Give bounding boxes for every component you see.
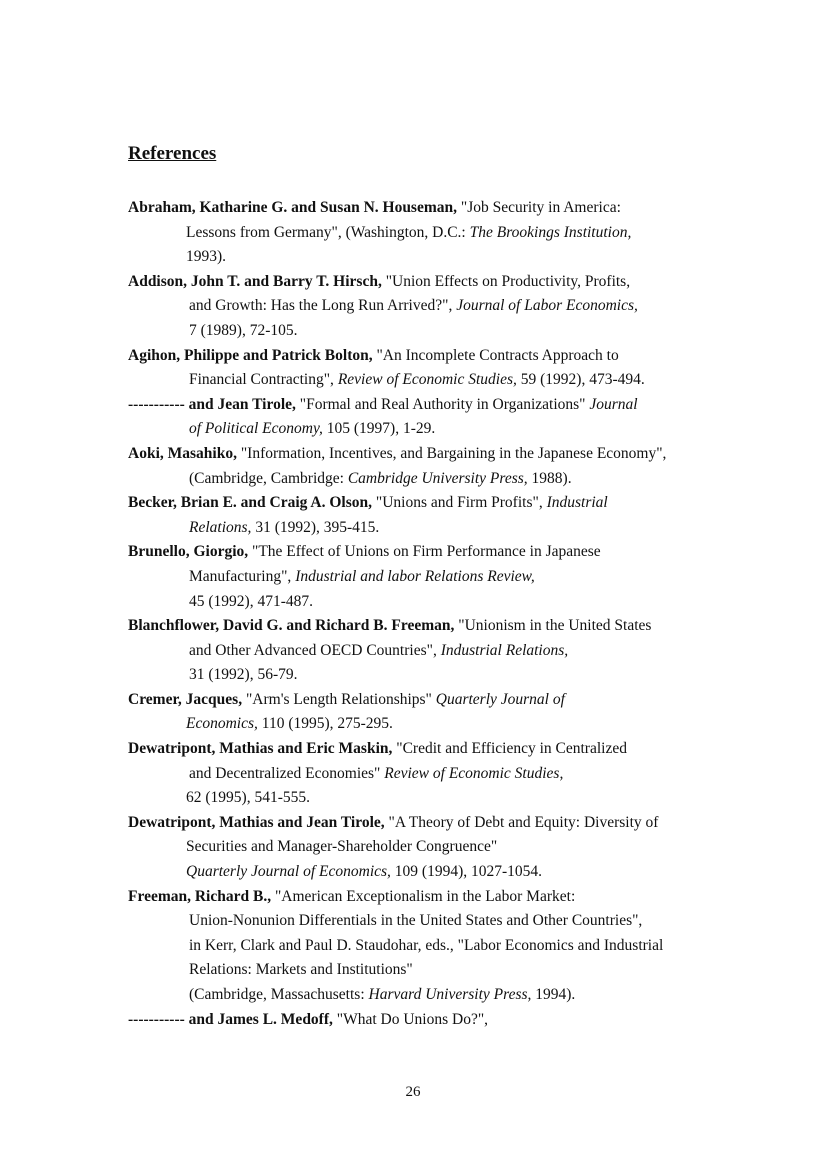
reference-continuation-line (128, 663, 718, 688)
reference-entry (128, 393, 718, 442)
reference-text: "Arm's Length Relationships" (242, 690, 436, 708)
reference-continuation-line (128, 786, 718, 811)
reference-continuation-line (128, 565, 718, 590)
reference-source-title: Harvard University Press, (368, 986, 532, 1003)
reference-continuation-line (128, 221, 718, 246)
reference-entry (128, 688, 718, 737)
reference-source-title: Industrial (546, 494, 608, 512)
reference-author: Addison, John T. and Barry T. Hirsch, (128, 272, 382, 290)
reference-author: ----------- and Jean Tirole, (128, 395, 296, 413)
reference-source-title: Relations, (189, 518, 252, 536)
reference-source-title: Journal (589, 395, 638, 413)
reference-text: "Information, Incentives, and Bargaining in the Japanese Economy", (236, 444, 667, 462)
reference-author: Dewatripont, Mathias and Eric Maskin, (128, 740, 393, 758)
reference-continuation-line (128, 467, 718, 492)
reference-first-line (128, 811, 718, 836)
reference-text: Financial Contracting", (189, 371, 338, 389)
reference-continuation-line (128, 245, 718, 270)
reference-entry (128, 614, 718, 688)
reference-continuation-line (128, 909, 718, 934)
reference-continuation-line (128, 368, 718, 393)
references-heading: References (128, 143, 217, 164)
reference-text: 105 (1997), 1-29. (322, 420, 436, 438)
reference-text: "What Do Unions Do?", (332, 1010, 489, 1028)
reference-continuation-line (128, 860, 718, 885)
reference-text: "Unions and Firm Profits", (372, 494, 547, 512)
reference-author: Dewatripont, Mathias and Jean Tirole, (128, 813, 385, 831)
reference-text: "A Theory of Debt and Equity: Diversity of (384, 813, 659, 831)
reference-author: Abraham, Katharine G. and Susan N. Houseman, (128, 199, 458, 216)
reference-continuation-line (128, 590, 718, 615)
reference-first-line (128, 540, 718, 565)
reference-text: 62 (1995), 541-555. (186, 789, 310, 807)
reference-text: "Credit and Efficiency in Centralized (392, 740, 627, 758)
reference-author: Blanchflower, David G. and Richard B. Freeman, (128, 617, 455, 635)
reference-entry (128, 885, 718, 1008)
reference-entry (128, 491, 718, 540)
reference-author: Becker, Brian E. and Craig A. Olson, (128, 494, 373, 512)
reference-first-line (128, 344, 718, 369)
reference-entry (128, 442, 718, 491)
reference-first-line (128, 442, 718, 467)
reference-continuation-line (128, 958, 718, 983)
reference-entry (128, 1008, 718, 1033)
page-number: 26 (405, 1084, 421, 1100)
reference-text: and Decentralized Economies" (189, 764, 385, 782)
reference-continuation-line (128, 294, 718, 319)
reference-text: 59 (1992), 473-494. (516, 371, 645, 389)
reference-entry (128, 270, 718, 344)
reference-author: Freeman, Richard B., (128, 887, 272, 905)
reference-first-line (128, 885, 718, 910)
reference-text: in Kerr, Clark and Paul D. Staudohar, eds., "Labor Economics and Industrial (189, 936, 664, 954)
reference-text: 1994). (531, 986, 576, 1003)
reference-text: 1993). (186, 248, 227, 266)
reference-source-title: Quarterly Journal of Economics, (186, 863, 391, 881)
reference-continuation-line (128, 319, 718, 344)
reference-first-line (128, 1008, 718, 1033)
reference-continuation-line (128, 835, 718, 860)
reference-entry (128, 540, 718, 614)
reference-text: "Unionism in the United States (454, 617, 652, 635)
reference-source-title: Review of Economic Studies, (337, 371, 517, 389)
reference-text: 7 (1989), 72-105. (189, 321, 298, 339)
reference-continuation-line (128, 516, 718, 541)
reference-first-line (128, 491, 718, 516)
reference-entry (128, 344, 718, 393)
reference-first-line (128, 614, 718, 639)
reference-author: Aoki, Masahiko, (128, 444, 237, 462)
reference-first-line (128, 737, 718, 762)
reference-text: "Job Security in America: (457, 199, 621, 216)
reference-text: 31 (1992), 395-415. (251, 518, 380, 536)
reference-entry (128, 196, 718, 270)
reference-text: "Formal and Real Authority in Organizations" (295, 395, 590, 413)
reference-text: 109 (1994), 1027-1054. (390, 863, 543, 881)
reference-text: 1988). (527, 469, 572, 487)
reference-continuation-line (128, 762, 718, 787)
reference-text: 45 (1992), 471-487. (189, 592, 313, 610)
reference-entry (128, 811, 718, 885)
reference-source-title: The Brookings Institution, (469, 223, 632, 241)
reference-author: Brunello, Giorgio, (128, 543, 249, 561)
reference-text: (Cambridge, Massachusetts: (189, 986, 369, 1003)
reference-source-title: Industrial Relations, (440, 641, 569, 659)
reference-source-title: Quarterly Journal of (435, 690, 565, 708)
reference-text: Manufacturing", (189, 567, 296, 585)
reference-source-title: Cambridge University Press, (347, 469, 528, 487)
reference-first-line (128, 393, 718, 418)
reference-text: "American Exceptionalism in the Labor Market: (271, 887, 576, 905)
reference-text: 110 (1995), 275-295. (257, 715, 393, 733)
reference-text: and Growth: Has the Long Run Arrived?", (189, 297, 457, 315)
reference-list (128, 196, 718, 1032)
reference-continuation-line (128, 712, 718, 737)
reference-author: ----------- and James L. Medoff, (128, 1010, 333, 1028)
reference-source-title: Industrial and labor Relations Review, (295, 567, 535, 585)
reference-text: (Cambridge, Cambridge: (189, 469, 348, 487)
reference-text: 31 (1992), 56-79. (189, 666, 298, 684)
reference-author: Cremer, Jacques, (128, 690, 243, 708)
reference-continuation-line (128, 639, 718, 664)
reference-text: and Other Advanced OECD Countries", (189, 641, 441, 659)
reference-source-title: Review of Economic Studies, (384, 764, 564, 782)
reference-first-line (128, 270, 718, 295)
reference-source-title: of Political Economy, (189, 420, 323, 438)
reference-continuation-line (128, 983, 718, 1008)
reference-entry (128, 737, 718, 811)
reference-text: Securities and Manager-Shareholder Congruence" (186, 838, 498, 856)
reference-first-line (128, 688, 718, 713)
reference-text: Relations: Markets and Institutions" (189, 961, 413, 979)
reference-source-title: Economics, (186, 715, 258, 733)
reference-continuation-line (128, 934, 718, 959)
reference-source-title: Journal of Labor Economics, (456, 297, 638, 315)
reference-text: "Union Effects on Productivity, Profits, (381, 272, 631, 290)
reference-text: "The Effect of Unions on Firm Performance in Japanese (248, 543, 601, 561)
reference-author: Agihon, Philippe and Patrick Bolton, (128, 346, 373, 364)
reference-first-line (128, 196, 718, 221)
reference-text: Lessons from Germany", (Washington, D.C.: (186, 223, 470, 241)
reference-continuation-line (128, 417, 718, 442)
reference-text: Union-Nonunion Differentials in the United States and Other Countries", (189, 912, 643, 930)
reference-text: "An Incomplete Contracts Approach to (372, 346, 619, 364)
